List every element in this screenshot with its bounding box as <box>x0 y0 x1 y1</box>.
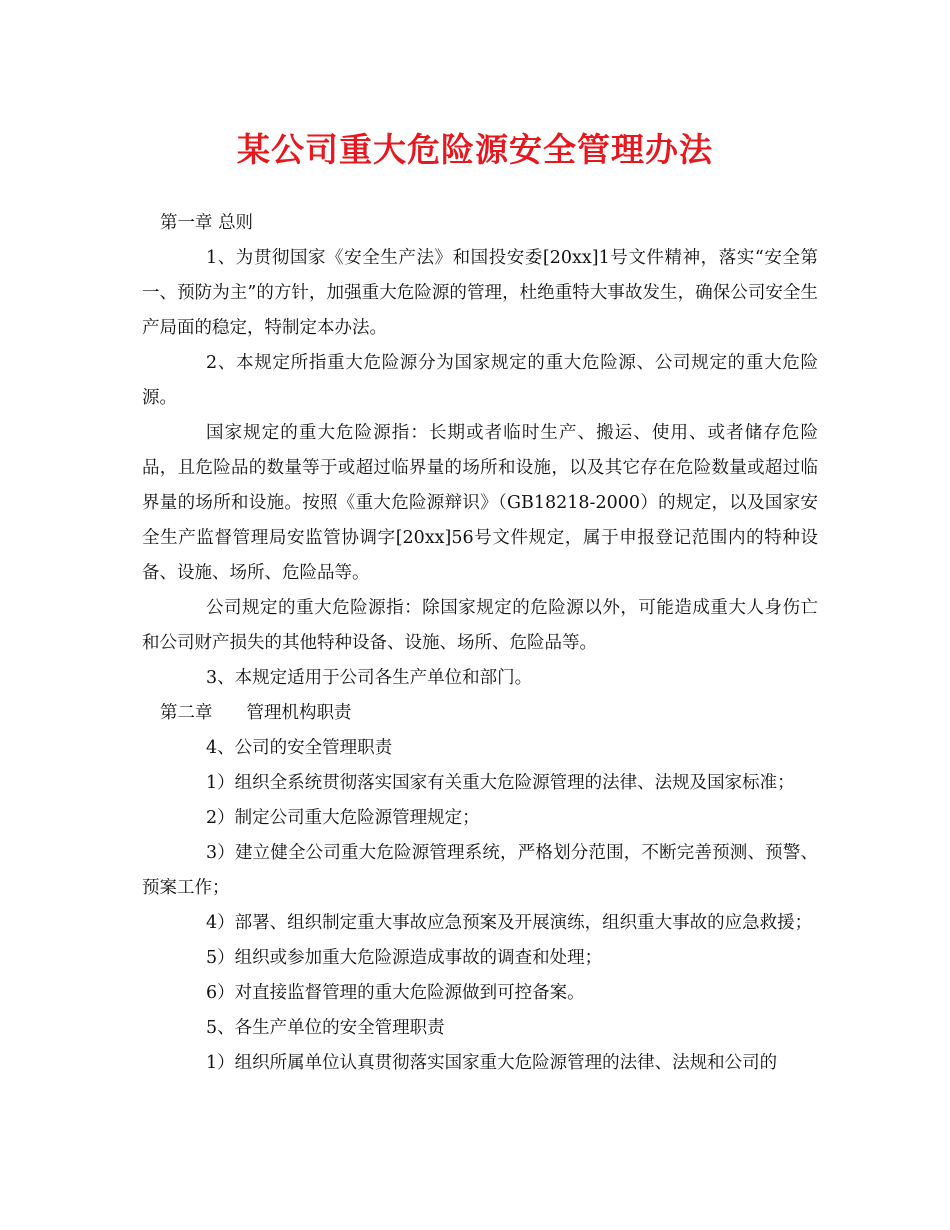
paragraph-article-3: 3、本规定适用于公司各生产单位和部门。 <box>206 668 533 688</box>
document-title: 某公司重大危险源安全管理办法 <box>237 130 713 169</box>
list-item-duty-2: 2）制定公司重大危险源管理规定； <box>206 808 480 828</box>
list-item-unit-duty-1: 1）组织所属单位认真贯彻落实国家重大危险源管理的法律、法规和公司的 <box>206 1053 778 1073</box>
chapter-number: 第二章 <box>160 703 213 723</box>
paragraph-article-1: 1、为贯彻国家《安全生产法》和国投安委[20xx]1号文件精神，落实“安全第一、预防为主”的方针，加强重大危险源的管理，杜绝重特大事故发生，确保公司安全生产局面的稳定，特制定本办法。 <box>142 248 818 338</box>
chapter-name: 管理机构职责 <box>246 703 352 723</box>
list-item-duty-6: 6）对直接监督管理的重大危险源做到可控备案。 <box>206 983 585 1003</box>
list-item-duty-4: 4）部署、组织制定重大事故应急预案及开展演练，组织重大事故的应急救援； <box>206 913 813 933</box>
paragraph-article-2: 2、本规定所指重大危险源分为国家规定的重大危险源、公司规定的重大危险源。 <box>142 353 818 408</box>
paragraph-national-definition: 国家规定的重大危险源指：长期或者临时生产、搬运、使用、或者储存危险品，且危险品的数量等于或超过临界量的场所和设施，以及其它存在危险数量或超过临界量的场所和设施。按照《重大危险源辩识》（GB18218-2000）的规定，以及国家安全生产监督管理局安监管协调字[20xx]56号文件规定，属于申报登记范围内的特种设备、设施、场所、危险品等。 <box>142 423 818 583</box>
paragraph-company-definition: 公司规定的重大危险源指：除国家规定的危险源以外，可能造成重大人身伤亡和公司财产损失的其他特种设备、设施、场所、危险品等。 <box>142 598 818 653</box>
document-body <box>142 206 818 1081</box>
paragraph-article-5: 5、各生产单位的安全管理职责 <box>206 1018 445 1038</box>
list-item-duty-5: 5）组织或参加重大危险源造成事故的调查和处理； <box>206 948 603 968</box>
list-item-duty-3: 3）建立健全公司重大危险源管理系统，严格划分范围，不断完善预测、预警、预案工作； <box>142 843 818 898</box>
paragraph-article-4: 4、公司的安全管理职责 <box>206 738 393 758</box>
list-item-duty-1: 1）组织全系统贯彻落实国家有关重大危险源管理的法律、法规及国家标准； <box>206 773 795 793</box>
chapter-heading-2 <box>142 696 818 731</box>
chapter-heading-1: 第一章 总则 <box>160 213 254 233</box>
